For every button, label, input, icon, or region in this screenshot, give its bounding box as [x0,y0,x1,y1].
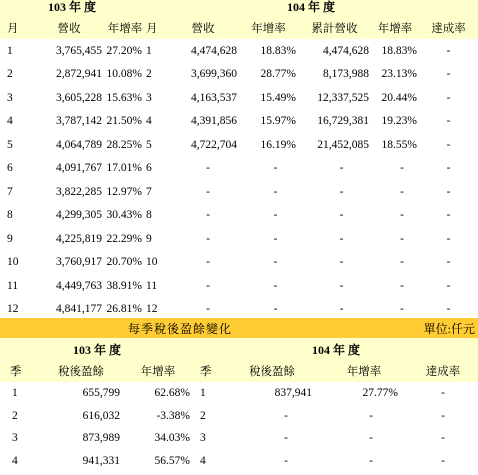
quarterly-year-104-label: 104 年 度 [194,338,478,360]
revenue-103-cell: 4,091,767 [56,162,102,175]
revenue-104-cell: - [206,279,210,292]
achievement-104-cell: - [446,256,451,269]
earnings-103-cell: 873,989 [82,432,120,445]
cumulative-104-cell: - [339,279,344,292]
revenue-103-cell: 4,449,763 [56,279,102,292]
cum-yoy-104-cell: - [400,232,404,245]
achievement-104-cell: - [446,303,451,316]
cumulative-104-cell: - [339,256,344,269]
cum-yoy-104-cell: 18.55% [381,138,418,151]
revenue-104-cell: - [206,162,210,175]
table-row [0,86,478,110]
yoy-103-cell: 38.91% [106,279,143,292]
achievement-104-cell: - [446,115,451,128]
col-header-quarter-103: 季 [0,360,40,382]
qyoy-104-cell: - [369,454,373,467]
cumulative-104-cell: 16,729,381 [317,115,370,128]
cum-yoy-104-cell: - [400,209,404,222]
revenue-103-cell: 3,787,142 [56,115,102,128]
quarterly-earnings-table [0,318,478,472]
month-104-cell: 7 [146,185,152,198]
yoy-103-cell: 21.50% [106,115,143,128]
col-header-month-104: 月 [144,17,167,39]
achievement-104-cell: - [446,91,451,104]
qyoy-104-cell: - [369,409,373,422]
table-row [0,227,478,251]
year-104-label: 104 年 度 [144,0,478,17]
quarter-104-cell: 2 [200,409,206,422]
yoy-103-cell: 20.70% [106,256,143,269]
earnings-103-cell: 616,032 [82,409,120,422]
month-103-cell: 8 [7,209,13,222]
col-header-quarter-104: 季 [194,360,224,382]
yoy-103-cell: 17.01% [106,162,143,175]
cum-yoy-104-cell: 23.13% [381,68,418,81]
month-104-cell: 2 [146,68,152,81]
month-103-cell: 1 [7,44,13,57]
revenue-103-cell: 3,605,228 [56,91,102,104]
table-row [0,63,478,87]
earnings-104-cell: 837,941 [274,387,313,400]
col-header-qyoy-103: 年增率 [122,360,194,382]
month-104-cell: 8 [146,209,152,222]
quarterly-title: 每季稅後盈餘變化 [40,318,320,338]
yoy-104-cell: - [273,232,278,245]
quarter-103-cell: 3 [12,432,18,445]
yoy-104-cell: 18.83% [260,44,297,57]
qyoy-103-cell: 34.03% [154,432,190,445]
revenue-104-cell: 4,163,537 [191,91,238,104]
revenue-104-cell: - [206,185,210,198]
cumulative-104-cell: 12,337,525 [317,91,370,104]
earnings-104-cell: - [284,432,288,445]
revenue-103-cell: 4,841,177 [56,303,102,316]
yoy-104-cell: 15.49% [260,91,297,104]
cum-yoy-104-cell: 19.23% [381,115,418,128]
earnings-104-cell: - [284,409,288,422]
table-row [0,133,478,157]
cumulative-104-cell: - [339,209,344,222]
quarterly-title-row [0,318,478,338]
yoy-103-cell: 22.29% [106,232,143,245]
month-103-cell: 2 [7,68,13,81]
table-row [0,251,478,275]
cum-yoy-104-cell: - [400,185,404,198]
col-header-cum-yoy-104: 年增率 [371,17,419,39]
earnings-104-cell: - [284,454,288,467]
table-row [0,382,478,405]
quarterly-year-103-label: 103 年 度 [0,338,194,360]
month-104-cell: 4 [146,115,152,128]
achievement-104-cell: - [446,68,451,81]
table-row [0,427,478,450]
qyoy-104-cell: - [369,432,373,445]
cumulative-104-cell: - [339,232,344,245]
cum-yoy-104-cell: - [400,162,404,175]
table-row [0,39,478,63]
yoy-104-cell: - [273,279,278,292]
revenue-103-cell: 3,760,917 [56,256,102,269]
cum-yoy-104-cell: - [400,279,404,292]
revenue-104-cell: - [206,232,210,245]
col-header-yoy-103: 年增率 [106,17,144,39]
qyoy-103-cell: 62.68% [154,387,190,400]
month-104-cell: 6 [146,162,152,175]
yoy-104-cell: - [273,185,278,198]
cum-yoy-104-cell: - [400,303,404,316]
quarter-103-cell: 1 [12,387,18,400]
col-header-cumulative-104: 累計營收 [298,17,371,39]
revenue-103-cell: 3,765,455 [56,44,102,57]
table-row [0,405,478,428]
yoy-103-cell: 27.20% [106,44,143,57]
yoy-104-cell: 16.19% [260,138,297,151]
col-header-qachievement-104: 達成率 [408,360,478,382]
yoy-103-cell: 12.97% [106,185,143,198]
cumulative-104-cell: 8,173,988 [323,68,370,81]
qyoy-103-cell: 56.57% [154,454,190,467]
earnings-103-cell: 941,331 [82,454,120,467]
col-header-month-103: 月 [0,17,32,39]
table-row [0,450,478,473]
month-103-cell: 3 [7,91,13,104]
unit-label: 單位:仟元 [320,318,478,338]
yoy-103-cell: 10.08% [106,68,143,81]
yoy-103-cell: 28.25% [106,138,143,151]
yoy-104-cell: 28.77% [260,68,297,81]
revenue-103-cell: 3,822,285 [56,185,102,198]
table-row [0,157,478,181]
qyoy-103-cell: -3.38% [156,409,190,422]
quarter-103-cell: 4 [12,454,18,467]
revenue-104-cell: 4,474,628 [191,44,238,57]
col-header-revenue-103: 營收 [32,17,106,39]
cumulative-104-cell: - [339,303,344,316]
month-103-cell: 9 [7,232,13,245]
col-header-revenue-104: 營收 [167,17,239,39]
revenue-104-cell: - [206,209,210,222]
col-header-qyoy-104: 年增率 [320,360,408,382]
cum-yoy-104-cell: - [400,256,404,269]
revenue-104-cell: - [206,303,210,316]
yoy-104-cell: - [273,162,278,175]
achievement-104-cell: - [446,232,451,245]
col-header-yoy-104: 年增率 [239,17,298,39]
quarter-104-cell: 4 [200,454,206,467]
month-103-cell: 7 [7,185,13,198]
qachievement-104-cell: - [441,432,445,445]
qachievement-104-cell: - [441,454,445,467]
revenue-103-cell: 2,872,941 [56,68,102,81]
column-header-row [0,17,478,39]
achievement-104-cell: - [446,138,451,151]
table-row [0,204,478,228]
month-103-cell: 10 [7,256,19,269]
year-header-row [0,0,478,17]
month-104-cell: 9 [146,232,152,245]
cum-yoy-104-cell: 20.44% [381,91,418,104]
month-103-cell: 12 [7,303,19,316]
quarter-103-cell: 2 [12,409,18,422]
month-104-cell: 5 [146,138,152,151]
year-103-label: 103 年 度 [0,0,144,17]
quarter-104-cell: 3 [200,432,206,445]
achievement-104-cell: - [446,44,451,57]
yoy-104-cell: - [273,303,278,316]
revenue-104-cell: 4,722,704 [191,138,238,151]
achievement-104-cell: - [446,185,451,198]
cumulative-104-cell: - [339,162,344,175]
revenue-103-cell: 4,225,819 [56,232,102,245]
achievement-104-cell: - [446,279,451,292]
quarterly-header-row [0,360,478,382]
qyoy-104-cell: 27.77% [362,387,399,400]
month-104-cell: 10 [146,256,158,269]
month-104-cell: 11 [146,279,158,292]
yoy-103-cell: 30.43% [106,209,143,222]
col-header-earnings-104: 稅後盈餘 [224,360,320,382]
yoy-104-cell: 15.97% [260,115,297,128]
quarter-104-cell: 1 [200,387,206,400]
month-103-cell: 4 [7,115,13,128]
table-row [0,180,478,204]
revenue-104-cell: 4,391,856 [191,115,238,128]
yoy-103-cell: 15.63% [106,91,143,104]
cum-yoy-104-cell: 18.83% [381,44,418,57]
month-104-cell: 12 [146,303,158,316]
col-header-achievement-104: 達成率 [419,17,478,39]
revenue-104-cell: 3,699,360 [191,68,238,81]
achievement-104-cell: - [446,209,451,222]
month-103-cell: 11 [7,279,19,292]
month-104-cell: 1 [146,44,152,57]
qachievement-104-cell: - [441,409,445,422]
revenue-104-cell: - [206,256,210,269]
yoy-104-cell: - [273,256,278,269]
month-103-cell: 5 [7,138,13,151]
col-header-earnings-103: 稅後盈餘 [40,360,122,382]
quarterly-table-body [0,382,478,472]
yoy-103-cell: 26.81% [106,303,143,316]
quarterly-year-row [0,338,478,360]
month-104-cell: 3 [146,91,152,104]
revenue-103-cell: 4,299,305 [56,209,102,222]
earnings-103-cell: 655,799 [82,387,120,400]
yoy-104-cell: - [273,209,278,222]
monthly-table-body [0,39,478,321]
revenue-103-cell: 4,064,789 [56,138,102,151]
table-row [0,110,478,134]
month-103-cell: 6 [7,162,13,175]
table-row [0,274,478,298]
cumulative-104-cell: 4,474,628 [323,44,370,57]
cumulative-104-cell: 21,452,085 [317,138,370,151]
qachievement-104-cell: - [441,387,445,400]
achievement-104-cell: - [446,162,451,175]
cumulative-104-cell: - [339,185,344,198]
